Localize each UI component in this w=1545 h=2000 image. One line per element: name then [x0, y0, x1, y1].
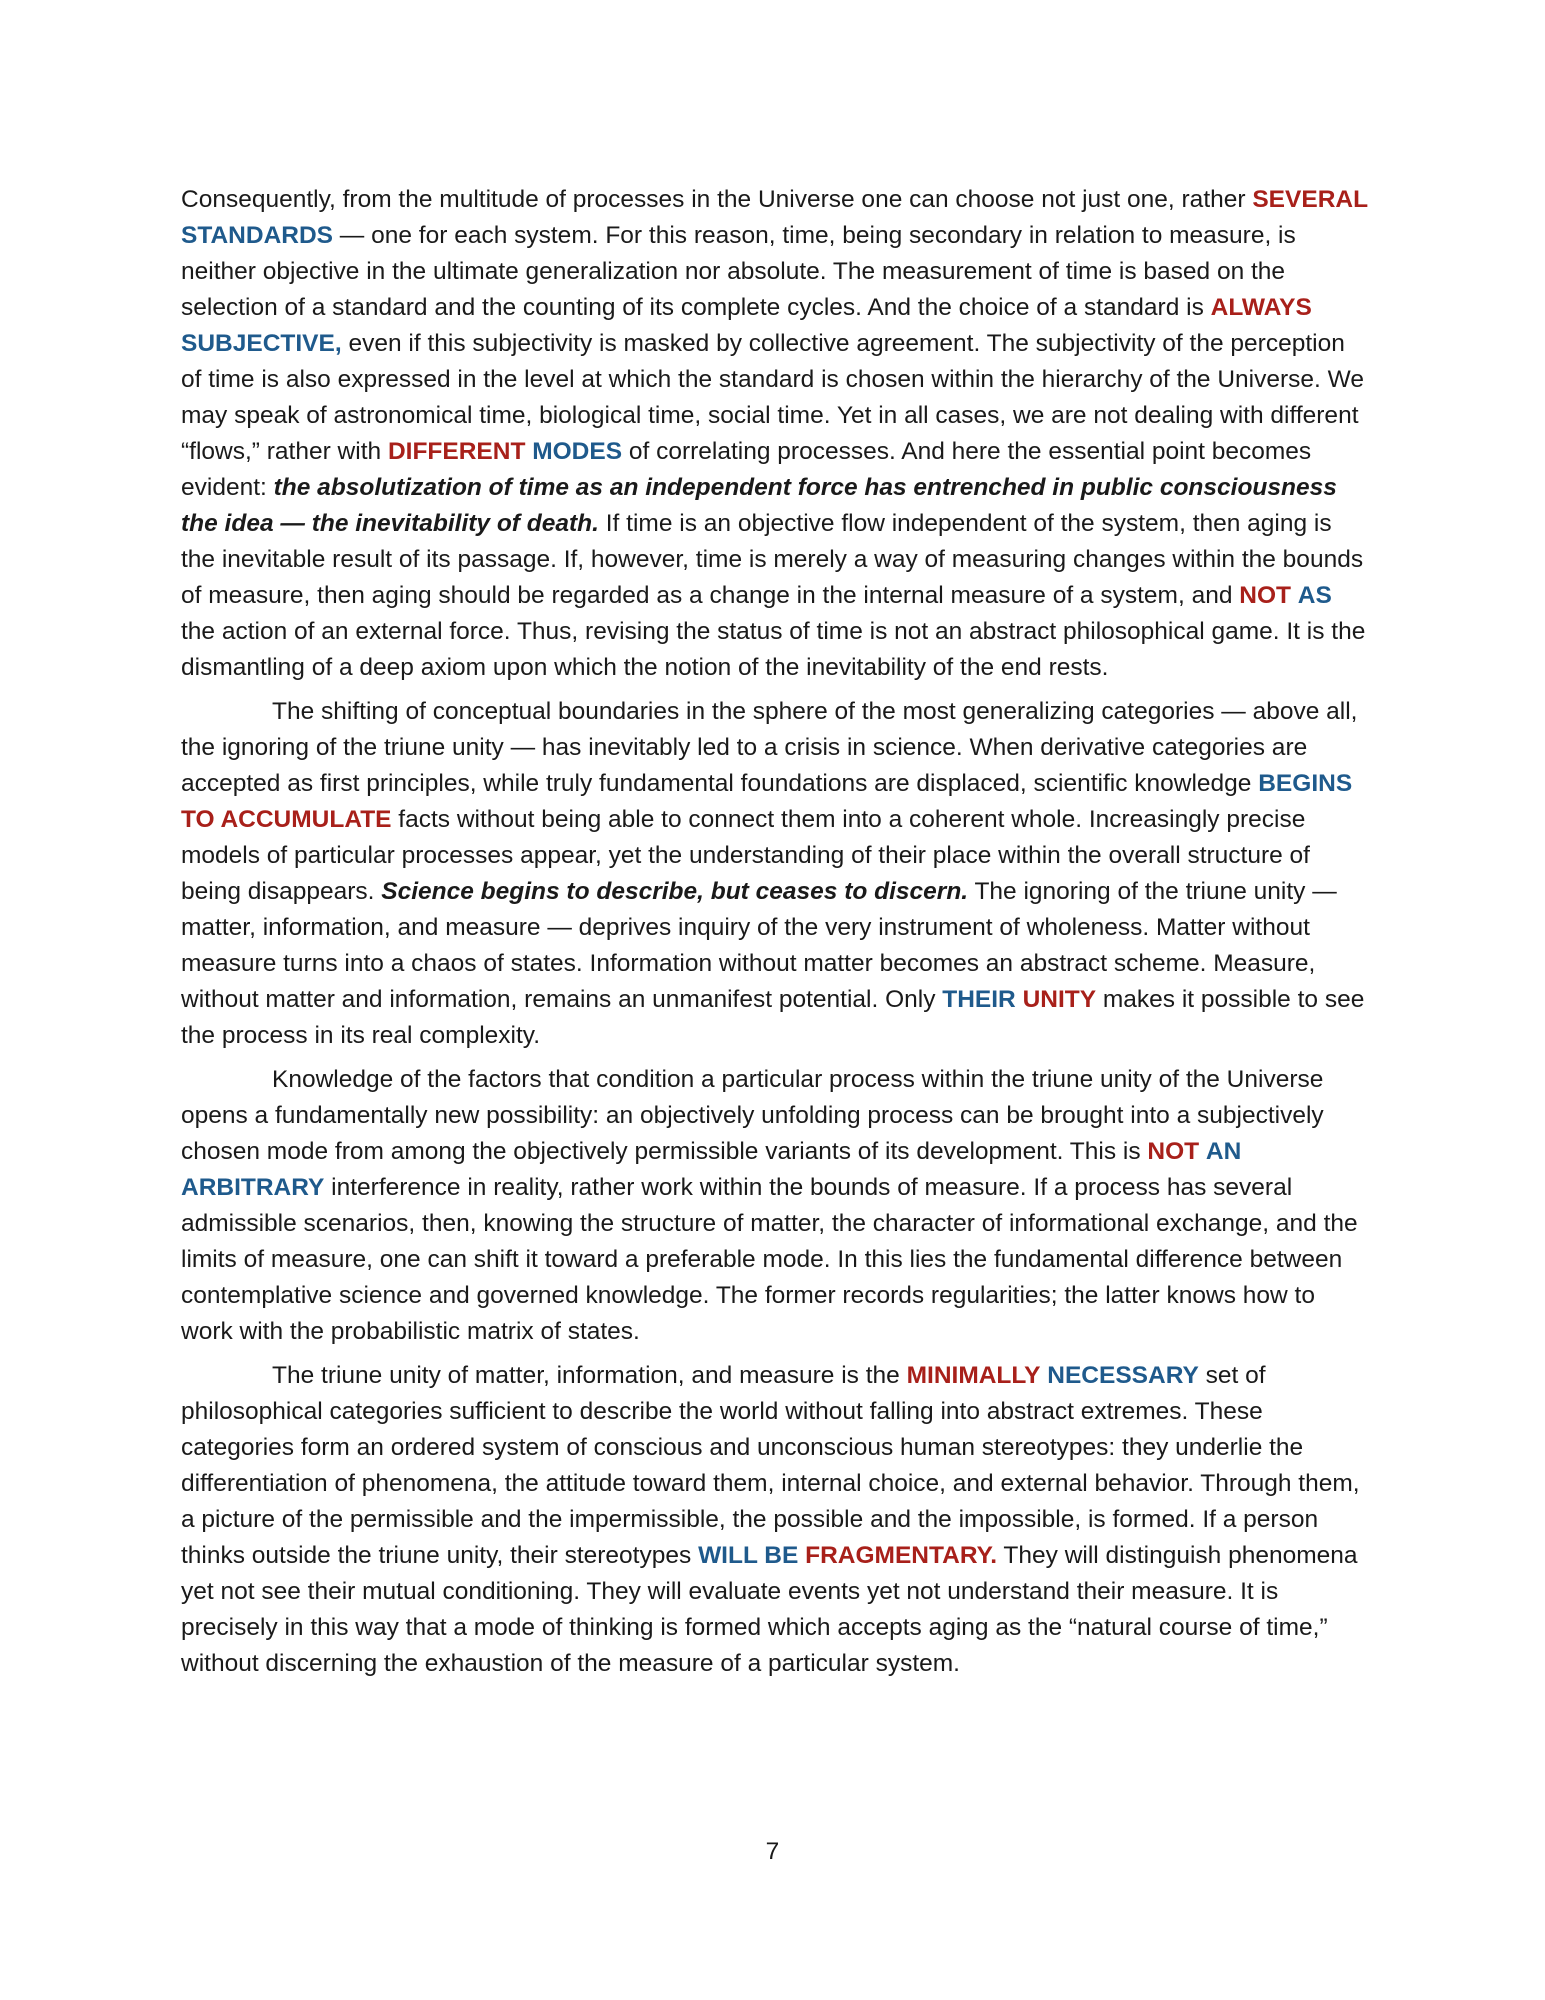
highlight-red: MINIMALLY: [906, 1362, 1041, 1389]
text-span: The ignoring of the triune unity — matter, information, and measure — deprives inquiry of the very instrument of wholeness. Matter without measure turns into a chaos of states. Information without matter becomes an abstract scheme. Measure, without matter and information, remains an unmanifest potential. Only: [181, 878, 1337, 1013]
text-span: Knowledge of the factors that condition a particular process within the triune unity of the Universe opens a fundamentally new possibility: an objectively unfolding process can be brought into a subjectively chosen mode from among the objectively permissible variants of its development. This is: [181, 1066, 1324, 1165]
highlight-blue: THEIR: [942, 986, 1016, 1013]
text-span: facts without being able to connect them into a coherent whole. Increasingly precise models of particular processes appear, yet the understanding of their place within the overall structure of being disappears.: [181, 806, 1310, 905]
highlight-red: UNITY: [1022, 986, 1097, 1013]
highlight-blue: WILL BE: [698, 1542, 799, 1569]
highlight-red: NOT: [1147, 1138, 1200, 1165]
text-span: They will distinguish phenomena yet not see their mutual conditioning. They will evaluate events yet not understand their measure. It is precisely in this way that a mode of thinking is formed which accepts aging as the “natural course of time,” without discerning the exhaustion of the measure of a particular system.: [181, 1542, 1358, 1677]
body-text: [181, 182, 1371, 1690]
text-span: even if this subjectivity is masked by collective agreement. The subjectivity of the perception of time is also expressed in the level at which the standard is chosen within the hierarchy of the Universe. We may speak of astronomical time, biological time, social time. Yet in all cases, we are not dealing with different “flows,” rather with: [181, 330, 1364, 465]
highlight-blue: SUBJECTIVE,: [181, 330, 342, 357]
paragraph: [181, 1062, 1371, 1350]
highlight-blue: AS: [1297, 582, 1332, 609]
highlight-red: DIFFERENT: [387, 438, 526, 465]
highlight-red: ALWAYS: [1210, 294, 1312, 321]
text-span: the action of an external force. Thus, revising the status of time is not an abstract philosophical game. It is the dismantling of a deep axiom upon which the notion of the inevitability of the end rests.: [181, 618, 1366, 681]
paragraph: [181, 1358, 1371, 1682]
text-span: interference in reality, rather work within the bounds of measure. If a process has several admissible scenarios, then, knowing the structure of matter, the character of informational exchange, and the limits of measure, one can shift it toward a preferable mode. In this lies the fundamental difference between contemplative science and governed knowledge. The former records regularities; the latter knows how to work with the probabilistic matrix of states.: [181, 1174, 1358, 1345]
text-span: of correlating processes. And here the essential point becomes evident:: [181, 438, 1312, 501]
text-span: set of philosophical categories sufficient to describe the world without falling into abstract extremes. These categories form an ordered system of conscious and unconscious human stereotypes: they underlie the differentiation of phenomena, the attitude toward them, internal choice, and external behavior. Through them, a picture of the permissible and the impermissible, the possible and the impossible, is formed. If a person thinks outside the triune unity, their stereotypes: [181, 1362, 1360, 1569]
text-span: [1199, 1138, 1206, 1165]
text-span: — one for each system. For this reason, time, being secondary in relation to measure, is neither objective in the ultimate generalization nor absolute. The measurement of time is based on the selection of a standard and the counting of its complete cycles. And the choice of a standard is: [181, 222, 1296, 321]
page-number: 7: [765, 1838, 780, 1865]
paragraph: [181, 182, 1371, 686]
highlight-red: NOT: [1239, 582, 1291, 609]
text-span: The shifting of conceptual boundaries in the sphere of the most generalizing categories — above all, the ignoring of the triune unity — has inevitably led to a crisis in science. When derivative categories are accepted as first principles, while truly fundamental foundations are displaced, scientific knowledge: [181, 698, 1358, 797]
text-span: [1016, 986, 1023, 1013]
highlight-blue: NECESSARY: [1047, 1362, 1199, 1389]
highlight-blue: BEGINS: [1258, 770, 1353, 797]
highlight-red: FRAGMENTARY.: [805, 1542, 998, 1569]
text-span: [1291, 582, 1298, 609]
emphasis-text: Science begins to describe, but ceases to discern.: [381, 878, 969, 905]
highlight-blue: AN ARBITRARY: [181, 1138, 1242, 1201]
text-span: makes it possible to see the process in its real complexity.: [181, 986, 1365, 1049]
highlight-blue: STANDARDS: [181, 222, 333, 249]
highlight-blue: MODES: [532, 438, 623, 465]
emphasis-text: the absolutization of time as an independent force has entrenched in public consciousness the idea — the inevitability of death.: [181, 474, 1337, 537]
text-span: Consequently, from the multitude of processes in the Universe one can choose not just one, rather: [181, 186, 1253, 213]
text-span: If time is an objective flow independent of the system, then aging is the inevitable result of its passage. If, however, time is merely a way of measuring changes within the bounds of measure, then aging should be regarded as a change in the internal measure of a system, and: [181, 510, 1364, 609]
highlight-red: SEVERAL: [1252, 186, 1369, 213]
text-span: The triune unity of matter, information, and measure is the: [272, 1362, 907, 1389]
highlight-red: TO ACCUMULATE: [181, 806, 392, 833]
paragraph: [181, 694, 1371, 1054]
